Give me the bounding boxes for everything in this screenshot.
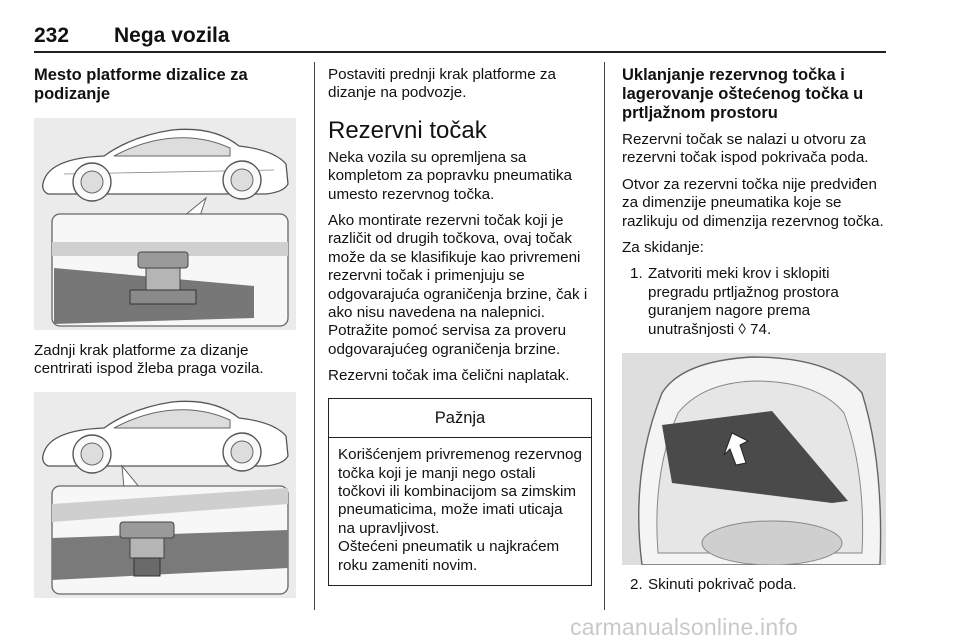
column-divider-2 xyxy=(604,62,605,610)
trunk-illustration xyxy=(639,357,881,565)
warning-para-2: Oštećeni pneumatik u najkraćem roku zameniti novim. xyxy=(338,538,560,574)
warning-title: Pažnja xyxy=(329,399,591,438)
spare-wheel-para-1: Neka vozila su opremljena sa kompletom za popravku pneumatika umesto rezervnog točka. xyxy=(328,148,572,203)
rear-arm-caption: Zadnji krak platforme za dizanje centrirati ispod žleba praga vozila. xyxy=(34,342,264,378)
warning-para-1: Korišćenjem privremenog rezervnog točka koji je manji nego ostali točkovi ili kombinacijom sa zimskim pneumaticima, može imati uticaja na upravljivost. xyxy=(338,446,582,537)
column-1-caption xyxy=(34,342,304,387)
lift-arm-detail-2 xyxy=(52,486,288,594)
header-rule xyxy=(34,51,886,53)
front-arm-instruction: Postaviti prednji krak platforme za dizanje na podvozje. xyxy=(328,66,556,102)
step-item xyxy=(622,265,888,339)
warning-body xyxy=(329,438,591,585)
section-title-spare-wheel: Rezervni točak xyxy=(328,116,487,144)
chapter-title: Nega vozila xyxy=(114,24,230,47)
site-watermark: carmanualsonline.info xyxy=(570,614,798,640)
removal-para-2: Otvor za rezervni točka nije predviđen za dimenzije pneumatika koje se razlikuju od dimenzija rezervnog točka. xyxy=(622,175,884,230)
step-number: 1. xyxy=(630,265,643,283)
spare-wheel-para-2: Ako montirate rezervni točak koji je različit od drugih točkova, ovaj točak može da se klasifikuje kao privremeni rezervni točak i primenjuju se odgovarajuća ograničenja brzine, čak i ako nisu navedena na nalepnici. Potražite pomoć servisa za proveru odgovarajućeg ograničenja brzine. xyxy=(328,212,588,358)
figure-rear-lift-point xyxy=(34,118,296,330)
removal-steps xyxy=(622,265,888,339)
figure-trunk-floor-cover xyxy=(622,353,886,565)
step-item xyxy=(622,576,888,594)
figure-front-lift-point xyxy=(34,392,296,598)
column-2 xyxy=(328,66,592,586)
warning-box xyxy=(328,398,592,586)
car-side-illustration-2 xyxy=(43,401,288,473)
car-side-illustration xyxy=(43,129,288,201)
column-3 xyxy=(622,66,888,345)
removal-para-1: Rezervni točak se nalazi u otvoru za rezervni točak ispod pokrivača poda. xyxy=(622,131,869,167)
column-1 xyxy=(34,66,304,112)
removal-steps-cont xyxy=(622,576,888,594)
step-number: 2. xyxy=(630,576,643,593)
step-text: Skinuti pokrivač poda. xyxy=(648,576,797,593)
step-text: Zatvoriti meki krov i sklopiti pregradu prtljažnog prostora guranjem nagore prema unutrašnjosti ◊ 74. xyxy=(648,265,839,338)
page-header xyxy=(34,24,886,52)
page-number: 232 xyxy=(34,24,70,47)
removal-para-3: Za skidanje: xyxy=(622,239,704,257)
lift-points-heading: Mesto platforme dizalice za podizanje xyxy=(34,66,248,103)
spare-wheel-para-3: Rezervni točak ima čelični naplatak. xyxy=(328,367,570,385)
column-divider-1 xyxy=(314,62,315,610)
column-3-lower xyxy=(622,576,888,600)
removal-heading: Uklanjanje rezervnog točka i lagerovanje oštećenog točka u prtljažnom prostoru xyxy=(622,66,864,122)
lift-arm-detail xyxy=(52,214,288,326)
